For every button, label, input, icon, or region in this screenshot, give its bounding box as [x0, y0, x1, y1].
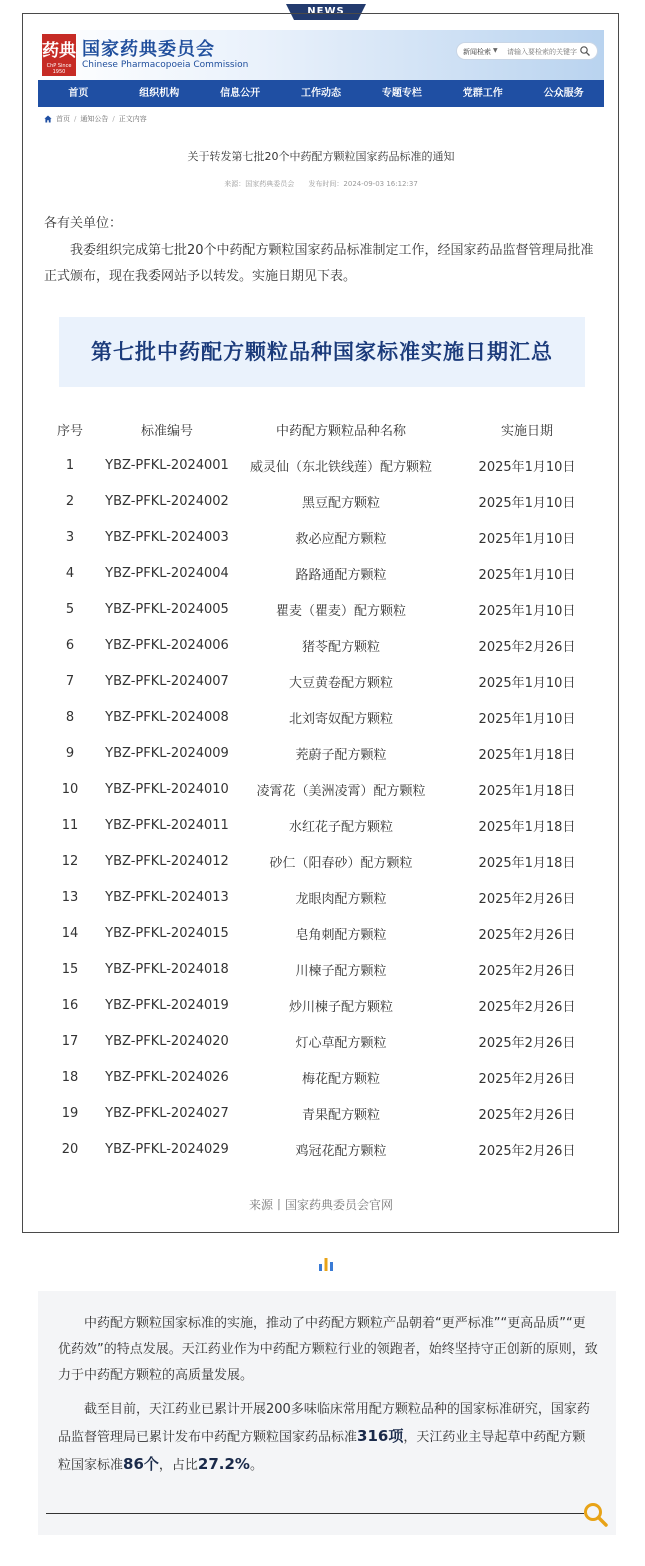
nav-item-home[interactable]: 首页 — [68, 88, 89, 99]
row-product-name: 猪苓配方颗粒 — [301, 639, 380, 655]
row-effective-date: 2025年1月18日 — [478, 783, 576, 799]
breadcrumb-home[interactable]: 首页 — [56, 115, 70, 123]
row-standard-code: YBZ-PFKL-2024013 — [105, 889, 229, 905]
row-index: 2 — [65, 493, 75, 509]
row-index: 8 — [65, 709, 75, 725]
row-standard-code: YBZ-PFKL-2024003 — [105, 529, 229, 545]
row-standard-code: YBZ-PFKL-2024029 — [105, 1141, 229, 1157]
article-meta — [38, 179, 604, 189]
row-standard-code: YBZ-PFKL-2024020 — [105, 1033, 229, 1049]
table-row — [38, 663, 604, 699]
row-index: 1 — [65, 457, 75, 473]
nav-item-organization[interactable]: 组织机构 — [139, 88, 180, 99]
source-note: 来源丨国家药典委员会官网 — [248, 1198, 393, 1212]
summary-text: 截至目前，天江药业已累计开展200多味临床常用配方颗粒品种的国家标准研究，国家药品监督管理局已累计发布中药配方颗粒国家药品标准 — [58, 1402, 590, 1445]
summary-paragraph-1: 中药配方颗粒国家标准的实施，推动了中药配方颗粒产品朝着“更严标准”“更高品质”“更优药效”的特点发展。天江药业作为中药配方颗粒行业的领跑者，始终坚持守正创新的原则，致力于中药配方颗粒的高质量发展。 — [58, 1316, 598, 1383]
row-index: 17 — [61, 1033, 79, 1049]
table-row — [38, 987, 604, 1023]
row-effective-date: 2025年2月26日 — [478, 639, 576, 655]
row-effective-date: 2025年1月18日 — [478, 855, 576, 871]
row-standard-code: YBZ-PFKL-2024002 — [105, 493, 229, 509]
table-row — [38, 627, 604, 663]
summary-paragraph-2 — [58, 1397, 598, 1479]
row-product-name: 威灵仙（东北铁线莲）配方颗粒 — [249, 459, 432, 475]
row-effective-date: 2025年1月10日 — [478, 567, 576, 583]
row-standard-code: YBZ-PFKL-2024019 — [105, 997, 229, 1013]
row-standard-code: YBZ-PFKL-2024006 — [105, 637, 229, 653]
table-row — [38, 915, 604, 951]
logo-text: 药典 — [42, 41, 76, 61]
row-index: 7 — [65, 673, 75, 689]
table-row — [38, 447, 604, 483]
salutation: 各有关单位： — [44, 216, 123, 231]
row-product-name: 龙眼肉配方颗粒 — [295, 891, 387, 907]
row-product-name: 瞿麦（瞿麦）配方颗粒 — [275, 603, 406, 619]
table-row — [38, 843, 604, 879]
row-product-name: 鸡冠花配方颗粒 — [295, 1143, 387, 1159]
table-row — [38, 1023, 604, 1059]
row-index: 13 — [61, 889, 79, 905]
row-effective-date: 2025年2月26日 — [478, 963, 576, 979]
row-product-name: 灯心草配方颗粒 — [295, 1035, 387, 1051]
row-index: 6 — [65, 637, 75, 653]
table-header-row — [38, 411, 604, 447]
table-row — [38, 735, 604, 771]
row-standard-code: YBZ-PFKL-2024015 — [105, 925, 229, 941]
site-title-en: Chinese Pharmacopoeia Commission — [82, 60, 249, 70]
row-standard-code: YBZ-PFKL-2024012 — [105, 853, 229, 869]
site-header — [38, 30, 604, 80]
summary-box — [38, 1291, 616, 1535]
row-effective-date: 2025年1月18日 — [478, 819, 576, 835]
bar-chart-icon — [318, 1256, 334, 1272]
table-row — [38, 1059, 604, 1095]
row-standard-code: YBZ-PFKL-2024009 — [105, 745, 229, 761]
row-effective-date: 2025年1月10日 — [478, 459, 576, 475]
row-product-name: 砂仁（阳春砂）配方颗粒 — [269, 855, 413, 871]
row-index: 11 — [61, 817, 79, 833]
summary-text: ，占比 — [158, 1458, 198, 1473]
article-body: 我委组织完成第七批20个中药配方颗粒国家药品标准制定工作，经国家药品监督管理局批准正式颁布，现在我委网站予以转发。实施日期见下表。 — [44, 243, 594, 284]
row-effective-date: 2025年1月18日 — [478, 747, 576, 763]
row-product-name: 水红花子配方颗粒 — [288, 819, 393, 835]
header-effective-date: 实施日期 — [500, 423, 553, 439]
summary-text: 。 — [249, 1458, 263, 1473]
row-index: 16 — [61, 997, 79, 1013]
row-index: 5 — [65, 601, 75, 617]
row-effective-date: 2025年1月10日 — [478, 711, 576, 727]
row-effective-date: 2025年1月10日 — [478, 603, 576, 619]
row-effective-date: 2025年2月26日 — [478, 1107, 576, 1123]
news-tag: NEWS — [294, 4, 358, 20]
table-row — [38, 483, 604, 519]
row-product-name: 北刘寄奴配方颗粒 — [288, 711, 393, 727]
row-product-name: 大豆黄卷配方颗粒 — [288, 675, 393, 691]
breadcrumb — [44, 114, 147, 124]
table-row — [38, 1131, 604, 1167]
row-product-name: 救必应配方颗粒 — [295, 531, 387, 547]
row-effective-date: 2025年1月10日 — [478, 495, 576, 511]
row-product-name: 路路通配方颗粒 — [295, 567, 387, 583]
row-standard-code: YBZ-PFKL-2024011 — [105, 817, 229, 833]
row-effective-date: 2025年1月10日 — [478, 675, 576, 691]
highlight-share-percent: 27.2% — [197, 1455, 250, 1473]
row-standard-code: YBZ-PFKL-2024005 — [105, 601, 229, 617]
logo-sub: ChP Since 1950 — [46, 63, 72, 75]
row-effective-date: 2025年2月26日 — [478, 891, 576, 907]
row-effective-date: 2025年2月26日 — [478, 999, 576, 1015]
row-effective-date: 2025年2月26日 — [478, 1143, 576, 1159]
row-index: 4 — [65, 565, 75, 581]
header-product-name: 中药配方颗粒品种名称 — [275, 423, 406, 439]
row-product-name: 梅花配方颗粒 — [301, 1071, 380, 1087]
breadcrumb-notices[interactable]: 通知公告 — [80, 115, 109, 123]
table-row — [38, 555, 604, 591]
divider-line — [46, 1513, 584, 1514]
table-banner-title: 第七批中药配方颗粒品种国家标准实施日期汇总 — [59, 317, 585, 387]
table-row — [38, 699, 604, 735]
nav-item-news[interactable]: 工作动态 — [301, 88, 341, 99]
header-standard-code: 标准编号 — [140, 423, 193, 439]
row-product-name: 川楝子配方颗粒 — [295, 963, 387, 979]
row-index: 19 — [61, 1105, 79, 1121]
main-nav — [38, 80, 604, 107]
table-row — [38, 951, 604, 987]
highlight-drafted-count: 86个 — [123, 1455, 159, 1473]
search-select[interactable]: 新闻检索 — [463, 48, 491, 56]
site-logo[interactable] — [42, 34, 76, 76]
row-product-name: 茺蔚子配方颗粒 — [295, 747, 387, 763]
row-index: 18 — [61, 1069, 79, 1085]
row-product-name: 青果配方颗粒 — [301, 1107, 380, 1123]
search-input[interactable]: 请输入要检索的关键字 — [507, 48, 577, 56]
highlight-standards-count: 316项 — [357, 1427, 404, 1445]
row-standard-code: YBZ-PFKL-2024008 — [105, 709, 229, 725]
article-source: 来源：国家药典委员会 — [224, 180, 295, 188]
summary-text: ，天江药业主导起草中药配方颗粒国家标准 — [58, 1430, 586, 1473]
row-index: 10 — [61, 781, 79, 797]
nav-item-disclosure[interactable]: 信息公开 — [220, 88, 261, 99]
nav-item-topics[interactable]: 专题专栏 — [381, 88, 422, 99]
row-effective-date: 2025年2月26日 — [478, 1035, 576, 1051]
article-title: 关于转发第七批20个中药配方颗粒国家药品标准的通知 — [187, 150, 455, 163]
row-product-name: 皂角刺配方颗粒 — [295, 927, 387, 943]
magnifier-icon — [582, 1501, 610, 1529]
row-standard-code: YBZ-PFKL-2024018 — [105, 961, 229, 977]
standards-table — [38, 411, 604, 1167]
row-product-name: 凌霄花（美洲凌霄）配方颗粒 — [256, 783, 426, 799]
row-standard-code: YBZ-PFKL-2024010 — [105, 781, 229, 797]
article-publish-time: 发布时间：2024-09-03 16:12:37 — [308, 180, 418, 188]
breadcrumb-current: 正文内容 — [118, 115, 147, 123]
nav-item-party[interactable]: 党群工作 — [462, 88, 503, 99]
row-effective-date: 2025年2月26日 — [478, 927, 576, 943]
table-row — [38, 771, 604, 807]
breadcrumb-separator: / — [74, 115, 77, 123]
nav-item-public[interactable]: 公众服务 — [543, 88, 584, 99]
row-index: 9 — [65, 745, 75, 761]
row-index: 12 — [61, 853, 79, 869]
breadcrumb-separator: / — [112, 115, 115, 123]
site-title-cn: 国家药典委员会 — [82, 39, 215, 60]
table-row — [38, 591, 604, 627]
search-icon[interactable] — [579, 45, 591, 57]
row-standard-code: YBZ-PFKL-2024004 — [105, 565, 229, 581]
row-standard-code: YBZ-PFKL-2024007 — [105, 673, 229, 689]
row-effective-date: 2025年2月26日 — [478, 1071, 576, 1087]
row-effective-date: 2025年1月10日 — [478, 531, 576, 547]
table-row — [38, 879, 604, 915]
row-standard-code: YBZ-PFKL-2024001 — [105, 457, 229, 473]
table-row — [38, 1095, 604, 1131]
row-standard-code: YBZ-PFKL-2024026 — [105, 1069, 229, 1085]
row-index: 3 — [65, 529, 75, 545]
chevron-down-icon[interactable]: ▼ — [493, 47, 498, 54]
header-index: 序号 — [56, 423, 83, 439]
row-standard-code: YBZ-PFKL-2024027 — [105, 1105, 229, 1121]
row-index: 14 — [61, 925, 79, 941]
search-box — [456, 42, 598, 60]
table-row — [38, 519, 604, 555]
row-product-name: 黑豆配方颗粒 — [301, 495, 380, 511]
table-row — [38, 807, 604, 843]
row-product-name: 炒川楝子配方颗粒 — [288, 999, 393, 1015]
row-index: 15 — [61, 961, 79, 977]
home-icon[interactable] — [44, 115, 52, 123]
row-index: 20 — [61, 1141, 79, 1157]
